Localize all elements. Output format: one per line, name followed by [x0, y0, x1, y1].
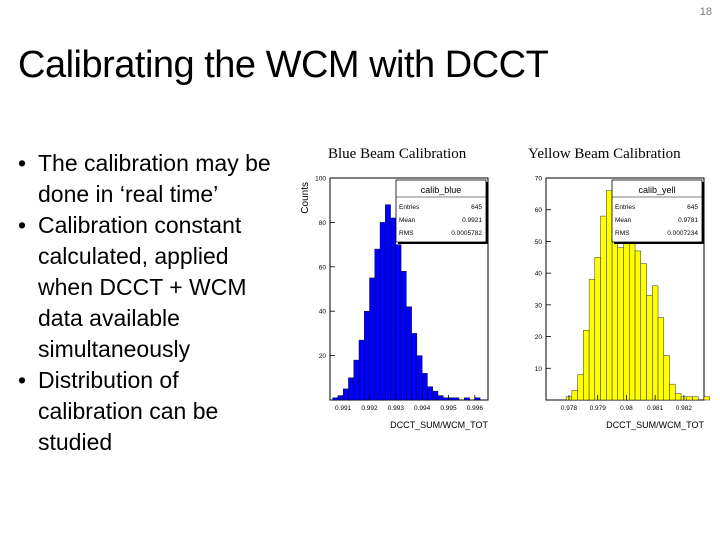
bullet-text: The calibration may be done in ‘real time’ — [38, 150, 271, 207]
yellow-bar — [629, 226, 635, 400]
blue-y-tick-label: 20 — [318, 353, 326, 361]
bullet-dot: • — [18, 150, 27, 176]
yellow-bar — [693, 397, 699, 400]
yellow-x-tick-label: 0.981 — [647, 405, 664, 412]
bullet-dot: • — [18, 367, 27, 393]
blue-bar — [449, 398, 454, 400]
yellow-x-tick-label: 0.979 — [589, 405, 606, 412]
bullet-list — [18, 148, 288, 458]
blue-bar — [370, 278, 375, 400]
blue-y-tick-label: 40 — [318, 308, 326, 316]
blue-bar — [354, 360, 359, 400]
blue-bar — [464, 398, 469, 400]
blue-x-tick-label: 0.996 — [466, 405, 483, 412]
blue-x-tick-label: 0.992 — [361, 405, 378, 412]
yellow-x-tick-label: 0.978 — [560, 405, 578, 412]
yellow-bar — [687, 397, 693, 400]
blue-bar — [391, 218, 396, 400]
yellow-bar — [664, 356, 670, 400]
blue-histogram-svg — [296, 170, 496, 440]
yellow-bar — [595, 257, 601, 400]
yellow-bar — [624, 235, 630, 400]
yellow-y-tick-label: 60 — [534, 207, 542, 215]
yellow-bar — [670, 384, 676, 400]
blue-bar — [475, 398, 480, 400]
yellow-y-tick-label: 20 — [534, 334, 542, 342]
blue-bar — [427, 387, 432, 400]
blue-bar — [338, 396, 343, 400]
yellow-bar — [675, 394, 681, 400]
yellow-stats-value: 0.0007234 — [667, 230, 698, 237]
yellow-histogram-plot — [512, 170, 712, 440]
blue-stats-name: calib_blue — [420, 185, 462, 195]
yellow-histogram-svg — [512, 170, 712, 440]
blue-bar — [406, 307, 411, 400]
yellow-bar — [601, 216, 607, 400]
slide-title: Calibrating the WCM with DCCT — [18, 44, 549, 86]
blue-stats-label: RMS — [399, 230, 414, 237]
yellow-bar — [635, 251, 641, 400]
blue-y-tick-label: 100 — [315, 175, 326, 183]
yellow-bar — [606, 191, 612, 400]
blue-bar — [433, 391, 438, 400]
yellow-chart-caption: Yellow Beam Calibration — [528, 146, 681, 162]
blue-x-tick-label: 0.993 — [387, 405, 404, 412]
yellow-stats-label: Entries — [615, 204, 636, 211]
bullet-item — [18, 210, 288, 365]
blue-stats-shadow — [486, 182, 488, 244]
blue-x-tick-label: 0.994 — [414, 405, 431, 412]
blue-stats-value: 645 — [471, 204, 482, 211]
yellow-bar — [618, 248, 624, 400]
blue-x-tick-label: 0.991 — [335, 405, 352, 412]
blue-bar — [343, 389, 348, 400]
blue-bar — [438, 396, 443, 400]
yellow-stats-value: 645 — [687, 204, 698, 211]
yellow-bar — [589, 279, 595, 400]
blue-bar — [380, 222, 385, 400]
yellow-y-tick-label: 50 — [534, 238, 542, 246]
yellow-y-tick-label: 30 — [534, 302, 542, 310]
blue-bar — [412, 333, 417, 400]
yellow-bar — [578, 375, 584, 400]
yellow-bar — [572, 390, 578, 400]
yellow-y-tick-label: 10 — [534, 365, 542, 373]
yellow-stats-name: calib_yell — [638, 185, 676, 195]
blue-bar — [359, 340, 364, 400]
blue-stats-label: Mean — [399, 217, 416, 224]
yellow-x-tick-label: 0.98 — [620, 405, 633, 412]
blue-y-axis-label: Counts — [300, 182, 311, 214]
blue-y-tick-label: 80 — [318, 219, 326, 227]
blue-stats-shadow — [398, 242, 488, 244]
yellow-x-axis-label: DCCT_SUM/WCM_TOT — [606, 420, 704, 430]
blue-bar — [396, 245, 401, 400]
blue-bar — [385, 205, 390, 400]
blue-x-tick-label: 0.995 — [440, 405, 457, 412]
yellow-y-tick-label: 70 — [534, 175, 542, 183]
yellow-bar — [652, 286, 658, 400]
blue-bar — [417, 356, 422, 400]
blue-y-tick-label: 60 — [318, 264, 326, 272]
yellow-y-tick-label: 40 — [534, 270, 542, 278]
yellow-stats-shadow — [614, 242, 704, 244]
bullet-text: Calibration constant calculated, applied when DCCT + WCM data available simultaneously — [38, 212, 247, 362]
yellow-stats-label: RMS — [615, 230, 630, 237]
bullet-dot: • — [18, 212, 27, 238]
blue-bar — [422, 373, 427, 400]
blue-bar — [401, 271, 406, 400]
yellow-bar — [658, 318, 664, 400]
yellow-x-tick-label: 0.982 — [675, 405, 693, 412]
blue-chart-caption: Blue Beam Calibration — [328, 146, 467, 162]
bullet-item — [18, 148, 288, 210]
yellow-stats-shadow — [702, 182, 704, 244]
blue-bar — [348, 378, 353, 400]
blue-bar — [454, 398, 459, 400]
yellow-bar — [704, 397, 710, 400]
page-number: 18 — [699, 6, 712, 18]
yellow-bar — [583, 330, 589, 400]
blue-bar — [333, 398, 338, 400]
blue-bar — [375, 249, 380, 400]
blue-bar — [364, 311, 369, 400]
yellow-stats-label: Mean — [615, 217, 632, 224]
blue-stats-label: Entries — [399, 204, 420, 211]
blue-bar — [443, 398, 448, 400]
yellow-stats-value: 0.9781 — [678, 217, 698, 224]
bullet-item — [18, 365, 288, 458]
yellow-bar — [647, 295, 653, 400]
blue-stats-value: 0.9921 — [462, 217, 482, 224]
bullet-text: Distribution of calibration can be studied — [38, 367, 219, 455]
blue-histogram-plot — [296, 170, 496, 440]
blue-stats-value: 0.0005782 — [451, 230, 482, 237]
blue-x-axis-label: DCCT_SUM/WCM_TOT — [390, 420, 488, 430]
yellow-bar — [641, 264, 647, 400]
